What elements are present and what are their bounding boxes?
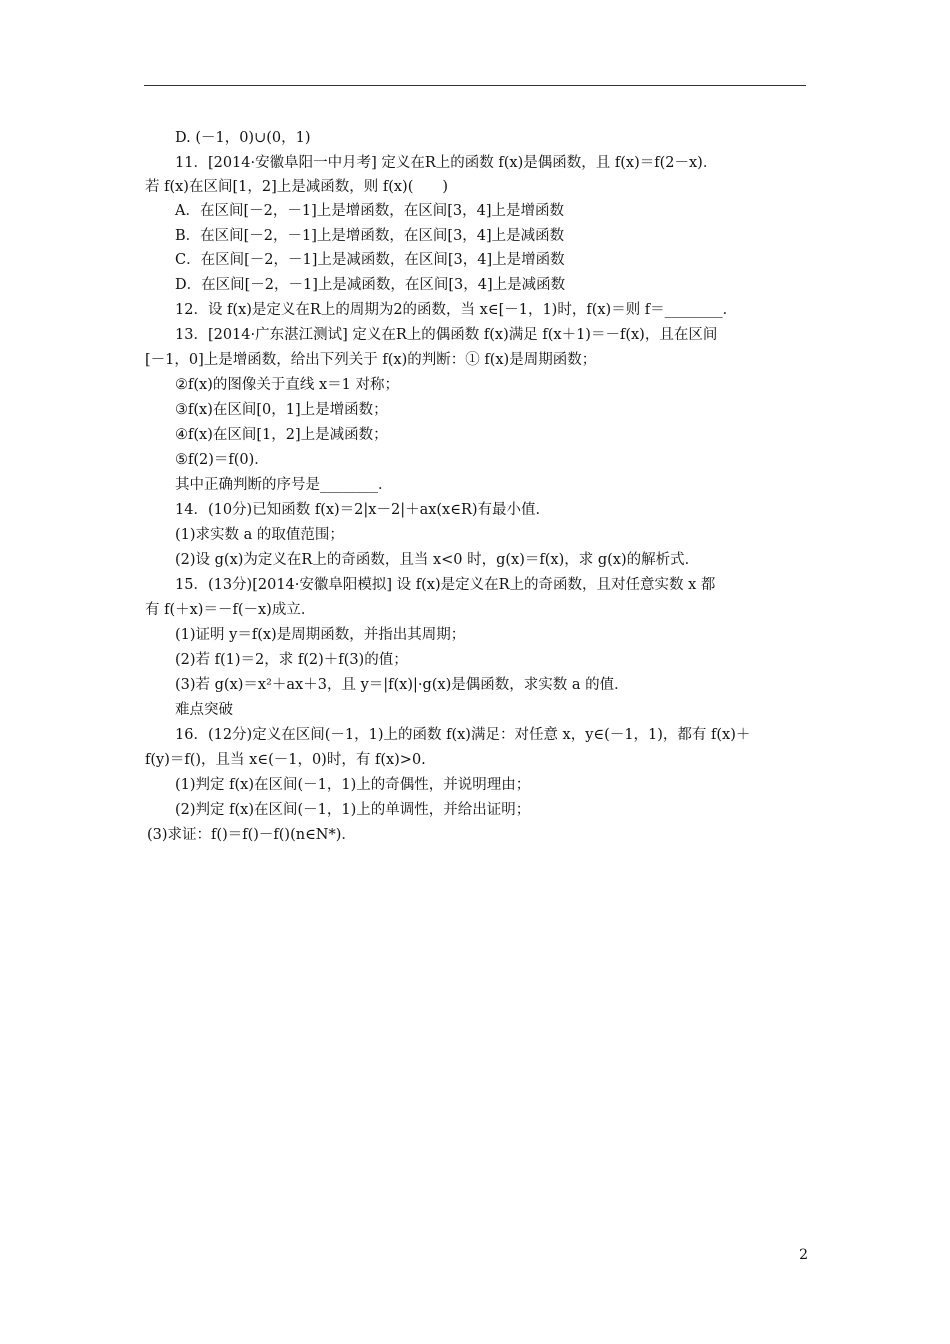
question-14-part-1: (1)求实数 a 的取值范围； — [175, 527, 344, 543]
question-13-line-1: 13．[2014·广东湛江测试] 定义在R上的偶函数 f(x)满足 f(x＋1)＝－f(x)，且在区间 — [175, 327, 718, 343]
question-13-line-2: [－1，0]上是增函数，给出下列关于 f(x)的判断：① f(x)是周期函数； — [145, 352, 597, 368]
question-15-part-3: (3)若 g(x)＝x²＋ax＋3，且 y＝|f(x)|·g(x)是偶函数，求实数 a 的值． — [175, 677, 629, 693]
option-d-prev: D. (－1，0)∪(0，1) — [175, 130, 311, 146]
section-heading-difficult: 难点突破 — [175, 702, 233, 718]
question-13-item-2: ②f(x)的图像关于直线 x＝1 对称； — [175, 377, 399, 393]
header-rule — [144, 85, 806, 86]
question-16-part-1: (1)判定 f(x)在区间(－1，1)上的奇偶性，并说明理由； — [175, 777, 531, 793]
question-11-line-2: 若 f(x)在区间[1，2]上是减函数，则 f(x)( ) — [145, 179, 449, 195]
question-15-part-1: (1)证明 y＝f(x)是周期函数，并指出其周期； — [175, 627, 466, 643]
question-11-option-a: A．在区间[－2，－1]上是增函数，在区间[3，4]上是增函数 — [175, 203, 564, 219]
question-11-option-d: D．在区间[－2，－1]上是减函数，在区间[3，4]上是减函数 — [175, 277, 566, 293]
question-13-item-4: ④f(x)在区间[1，2]上是减函数； — [175, 427, 388, 443]
question-15-line-2: 有 f(＋x)＝－f(－x)成立． — [145, 602, 316, 618]
question-14-part-2: (2)设 g(x)为定义在R上的奇函数，且当 x<0 时，g(x)＝f(x)，求 g(x)的解析式． — [175, 552, 700, 568]
question-16-line-2: f(y)＝f()，且当 x∈(－1，0)时，有 f(x)>0. — [145, 752, 426, 768]
page-number: 2 — [799, 1247, 808, 1263]
question-16-line-1: 16．(12分)定义在区间(－1，1)上的函数 f(x)满足：对任意 x，y∈(－1，1)，都有 f(x)＋ — [175, 727, 751, 743]
question-13-item-3: ③f(x)在区间[0，1]上是增函数； — [175, 402, 388, 418]
question-15-line-1: 15．(13分)[2014·安徽阜阳模拟] 设 f(x)是定义在R上的奇函数，且对任意实数 x 都 — [175, 577, 716, 593]
question-15-part-2: (2)若 f(1)＝2，求 f(2)＋f(3)的值； — [175, 652, 408, 668]
question-13-answer-prompt: 其中正确判断的序号是________． — [175, 477, 393, 493]
question-11-option-b: B．在区间[－2，－1]上是增函数，在区间[3，4]上是减函数 — [175, 228, 565, 244]
question-13-item-5: ⑤f(2)＝f(0)． — [175, 452, 269, 468]
question-11-line-1: 11．[2014·安徽阜阳一中月考] 定义在R上的函数 f(x)是偶函数，且 f(x)＝f(2－x)． — [175, 155, 718, 171]
question-16-part-2: (2)判定 f(x)在区间(－1，1)上的单调性，并给出证明； — [175, 802, 531, 818]
question-14: 14．(10分)已知函数 f(x)＝2|x－2|＋ax(x∈R)有最小值． — [175, 502, 551, 518]
question-11-option-c: C．在区间[－2，－1]上是减函数，在区间[3，4]上是增函数 — [175, 252, 565, 268]
question-12: 12．设 f(x)是定义在R上的周期为2的函数，当 x∈[－1，1)时，f(x)＝则 f＝________． — [175, 302, 738, 318]
question-16-part-3: (3)求证：f()＝f()－f()(n∈N*)． — [147, 827, 356, 843]
